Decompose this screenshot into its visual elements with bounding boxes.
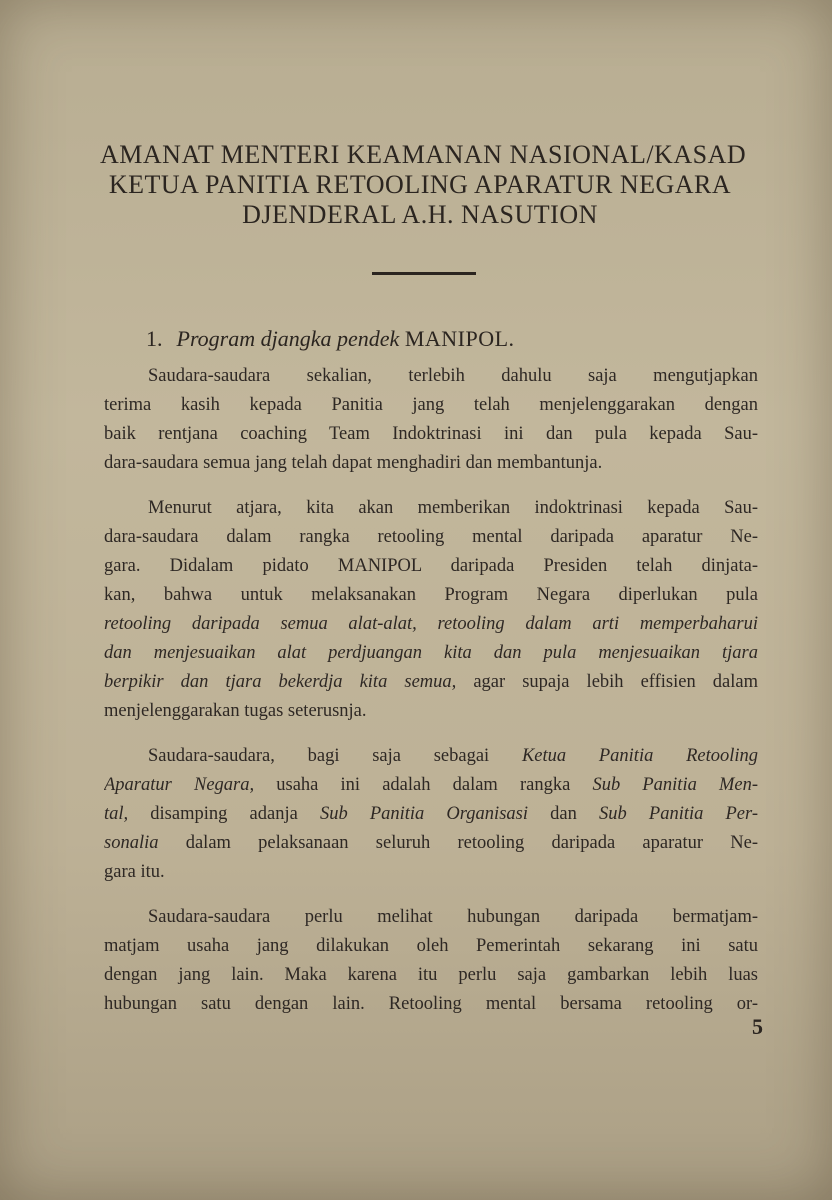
paragraph-2-phrase: agar supaja lebih effisien dalam [473, 672, 758, 692]
page-number: 5 [752, 1014, 763, 1039]
p3-phrase: dan [550, 804, 577, 824]
paragraph-2-line [104, 668, 758, 697]
section-heading-caps: MANIPOL. [404, 326, 515, 351]
body-text [104, 362, 758, 1019]
paragraph-2-line: menjelenggarakan tugas seterusnja. [104, 701, 367, 721]
title-line-3: DJENDERAL A.H. NASUTION [242, 200, 598, 229]
paragraph-1-line: dara-saudara semua jang telah dapat menghadiri dan membantunja. [104, 453, 603, 473]
paragraph-4-line: dengan jang lain. Maka karena itu perlu saja gambarkan lebih luas [104, 965, 758, 985]
document-title [100, 140, 747, 230]
p3-italic-phrase: Sub Panitia Men- [592, 775, 758, 795]
paragraph-2-line: dara-saudara dalam rangka retooling mental daripada aparatur Ne- [104, 527, 758, 547]
p3-italic-phrase: Sub Panitia Per- [599, 804, 758, 824]
paragraph-1-line: baik rentjana coaching Team Indoktrinasi ini dan pula kepada Sau- [104, 424, 758, 444]
title-line-2: KETUA PANITIA RETOOLING APARATUR NEGARA [108, 170, 732, 199]
p3-phrase: dalam pelaksanaan seluruh retooling daripada aparatur Ne- [185, 833, 758, 853]
section-heading-text: Program djangka pendek [176, 326, 400, 351]
paragraph-3-line [104, 771, 758, 800]
paragraph-1-line: terima kasih kepada Panitia jang telah menjelenggarakan dengan [104, 395, 758, 415]
title-line-1: AMANAT MENTERI KEAMANAN NASIONAL/KASAD [100, 140, 747, 169]
paragraph-1-line: Saudara-saudara sekalian, terlebih dahulu saja mengutjapkan [148, 366, 758, 386]
paragraph-3-line [104, 829, 758, 858]
paragraph-2-line: kan, bahwa untuk melaksanakan Program Negara diperlukan pula [104, 585, 758, 605]
paragraph-4-line: matjam usaha jang dilakukan oleh Pemerintah sekarang ini satu [104, 936, 758, 956]
section-number: 1. [146, 326, 163, 351]
p3-italic-phrase: tal, [104, 804, 129, 824]
paragraph-4-line: Saudara-saudara perlu melihat hubungan daripada bermatjam- [148, 907, 758, 927]
paragraph-2-line: gara. Didalam pidato MANIPOL daripada Presiden telah dinjata- [104, 556, 758, 576]
p3-phrase: disamping adanja [150, 804, 298, 824]
p3-italic-phrase: sonalia [104, 833, 159, 853]
p3-italic-phrase: Sub Panitia Organisasi [319, 804, 528, 824]
p3-phrase: Saudara-saudara, bagi saja sebagai [148, 746, 490, 766]
p3-italic-phrase: Aparatur Negara, [104, 775, 255, 795]
paragraph-2-line: dan menjesuaikan alat perdjuangan kita dan pula menjesuaikan tjara [104, 643, 758, 663]
paragraph-2-line: Menurut atjara, kita akan memberikan indoktrinasi kepada Sau- [148, 498, 758, 518]
p3-phrase: usaha ini adalah dalam rangka [276, 775, 571, 795]
p3-italic-phrase: Ketua Panitia Retooling [521, 746, 758, 766]
paragraph-2-italic-phrase: berpikir dan tjara bekerdja kita semua, [104, 672, 457, 692]
section-heading [146, 326, 515, 352]
paragraph-3-line: gara itu. [104, 862, 165, 882]
paragraph-4-line: hubungan satu dengan lain. Retooling mental bersama retooling or- [104, 994, 758, 1014]
title-divider [372, 272, 476, 275]
paragraph-3-line [104, 800, 758, 829]
paragraph-3-line [104, 742, 758, 771]
paragraph-2-line: retooling daripada semua alat-alat, retooling dalam arti memperbaharui [104, 614, 758, 634]
